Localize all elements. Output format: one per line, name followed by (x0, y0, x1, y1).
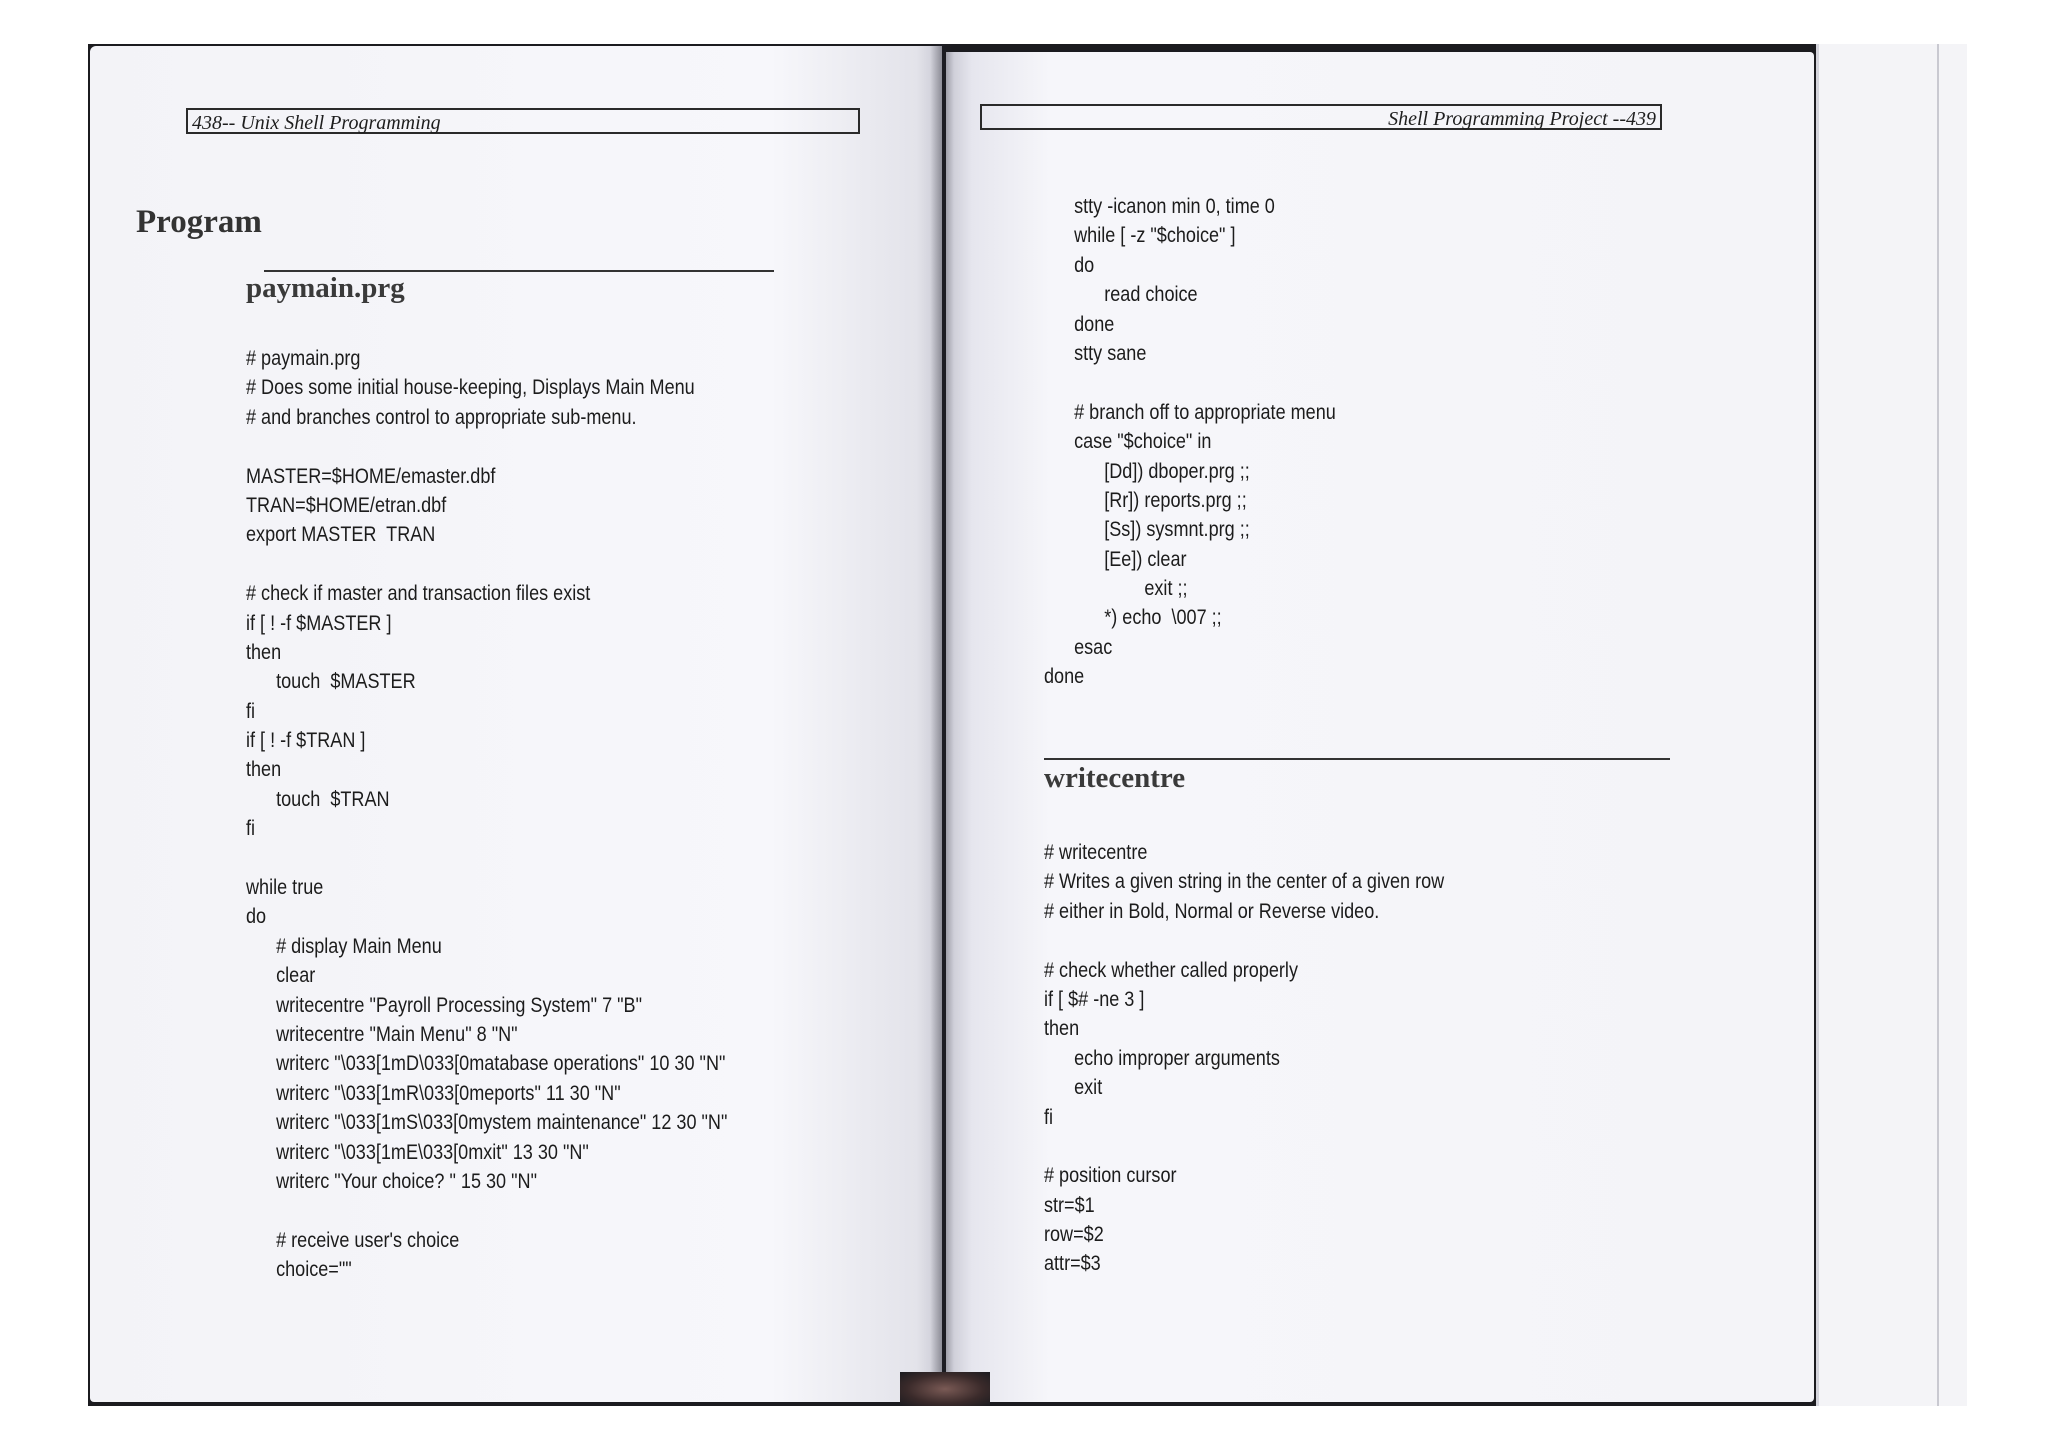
code-line: then (246, 758, 282, 782)
code-line: # branch off to appropriate menu (1044, 400, 1336, 424)
code-line: if [ ! -f $MASTER ] (246, 611, 392, 635)
code-line: case "$choice" in (1044, 430, 1212, 454)
code-line: then (1044, 1017, 1080, 1041)
code-line: exit ;; (1044, 577, 1188, 601)
code-line: exit (1044, 1076, 1103, 1100)
code-line: # position cursor (1044, 1164, 1177, 1188)
code-line: do (246, 905, 267, 929)
code-line: MASTER=$HOME/emaster.dbf (246, 464, 496, 488)
code-line (1044, 368, 1336, 397)
code-line: writecentre "Main Menu" 8 "N" (246, 1022, 518, 1046)
code-line: # paymain.prg (246, 347, 361, 370)
code-line: stty -icanon min 0, time 0 (1044, 195, 1275, 218)
code-line: done (1044, 665, 1085, 689)
code-line: done (1044, 312, 1115, 336)
left-page (90, 46, 942, 1402)
book-gutter (930, 44, 954, 1406)
code-line: fi (246, 817, 256, 841)
code-line: read choice (1044, 283, 1198, 307)
code-line: fi (246, 699, 256, 723)
code-line: writerc "\033[1mS\033[0mystem maintenance" 12 30 "N" (246, 1111, 728, 1135)
code-line: # either in Bold, Normal or Reverse video. (1044, 899, 1380, 923)
code-line: # Writes a given string in the center of a given row (1044, 870, 1445, 894)
code-line: # Does some initial house-keeping, Displays Main Menu (246, 376, 695, 400)
code-line: [Ee]) clear (1044, 547, 1187, 571)
page-edge-stack (1816, 44, 1967, 1406)
heading-rule (1044, 758, 1670, 760)
code-line: choice="" (246, 1258, 352, 1282)
code-line: writerc "Your choice? " 15 30 "N" (246, 1169, 537, 1193)
code-line: stty sane (1044, 341, 1147, 365)
book-gutter-bottom (900, 1372, 990, 1406)
code-line: writerc "\033[1mD\033[0matabase operations" 10 30 "N" (246, 1052, 726, 1076)
code-line: # receive user's choice (246, 1228, 460, 1252)
code-line: # writecentre (1044, 841, 1148, 864)
code-line: *) echo \007 ;; (1044, 606, 1222, 630)
code-line: touch $MASTER (246, 670, 416, 694)
program-title-writecentre: writecentre (1044, 762, 1186, 794)
code-line: then (246, 640, 282, 664)
right-running-head: Shell Programming Project --439 (980, 104, 1662, 130)
code-line: # and branches control to appropriate sub-menu. (246, 405, 637, 429)
code-line: fi (1044, 1105, 1054, 1129)
code-line: while true (246, 876, 324, 900)
code-line: [Dd]) dboper.prg ;; (1044, 459, 1250, 483)
code-line: writerc "\033[1mE\033[0mxit" 13 30 "N" (246, 1140, 589, 1164)
code-line (246, 1196, 727, 1225)
code-line: [Ss]) sysmnt.prg ;; (1044, 518, 1250, 542)
code-block-paymain-continued (1044, 192, 1336, 692)
code-line: # check if master and transaction files exist (246, 582, 591, 606)
code-line: writerc "\033[1mR\033[0meports" 11 30 "N" (246, 1081, 621, 1105)
code-line (1044, 1132, 1444, 1161)
code-line: if [ $# -ne 3 ] (1044, 987, 1145, 1011)
code-line: if [ ! -f $TRAN ] (246, 729, 366, 753)
code-line: esac (1044, 635, 1113, 659)
code-line: clear (246, 964, 316, 988)
code-line: writecentre "Payroll Processing System" 7 "B" (246, 993, 643, 1017)
code-line: # check whether called properly (1044, 958, 1298, 982)
code-line: touch $TRAN (246, 787, 390, 811)
code-line: echo improper arguments (1044, 1046, 1280, 1070)
code-block-paymain (246, 344, 727, 1285)
code-line (246, 432, 727, 461)
left-running-head: 438-- Unix Shell Programming (186, 108, 860, 134)
program-title-paymain: paymain.prg (246, 272, 405, 304)
code-line: row=$2 (1044, 1223, 1104, 1247)
code-line: do (1044, 253, 1095, 277)
code-block-writecentre (1044, 838, 1444, 1279)
code-line (246, 550, 727, 579)
code-line: # display Main Menu (246, 934, 442, 958)
code-line: attr=$3 (1044, 1252, 1101, 1276)
code-line (246, 844, 727, 873)
code-line: str=$1 (1044, 1193, 1095, 1217)
right-page (946, 52, 1814, 1402)
code-line (1044, 926, 1444, 955)
code-line: [Rr]) reports.prg ;; (1044, 488, 1247, 512)
code-line: while [ -z "$choice" ] (1044, 224, 1236, 248)
code-line: export MASTER TRAN (246, 523, 436, 547)
code-line: TRAN=$HOME/etran.dbf (246, 493, 447, 517)
section-title: Program (136, 204, 262, 240)
